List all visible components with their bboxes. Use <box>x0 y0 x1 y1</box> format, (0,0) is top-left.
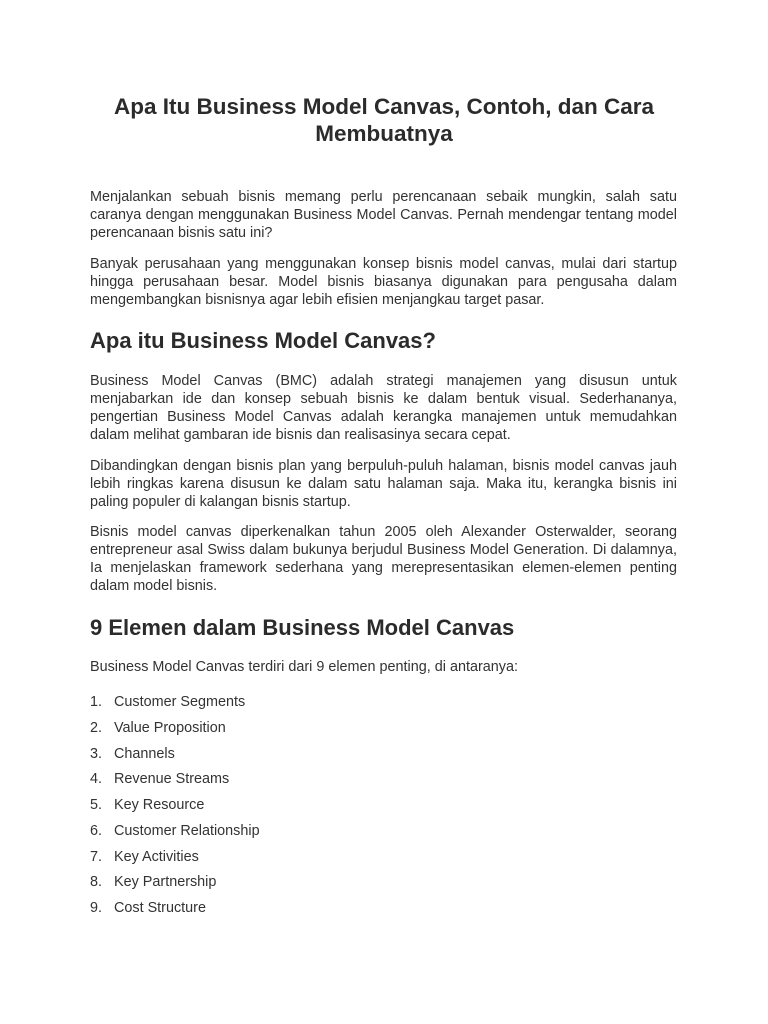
list-item <box>90 718 260 744</box>
list-item-number: 6. <box>90 822 103 839</box>
list-item-number: 2. <box>90 719 103 736</box>
list-item <box>90 769 260 795</box>
list-item-number: 1. <box>90 694 103 710</box>
list-item-label: Customer Segments <box>114 694 246 710</box>
list-item <box>90 847 260 873</box>
list-item-label: Value Proposition <box>114 719 226 736</box>
section1-paragraph-2: Dibandingkan dengan bisnis plan yang berpuluh-puluh halaman, bisnis model canvas jauh lebih ringkas karena disusun ke dalam satu halaman saja. Maka itu, kerangka bisnis ini paling populer di kalangan bisnis startup. <box>90 458 677 510</box>
list-item <box>90 898 260 924</box>
section1-paragraph-1: Business Model Canvas (BMC) adalah strategi manajemen yang disusun untuk menjabarkan ide dan konsep sebuah bisnis ke dalam bentuk visual. Sederhananya, pengertian Business Model Canvas adalah kerangka manajemen untuk memudahkan dalam melihat gambaran ide bisnis dan realisasinya secara cepat. <box>90 373 677 443</box>
list-item-label: Customer Relationship <box>114 822 260 839</box>
list-item-number: 5. <box>90 797 103 813</box>
list-item-number: 7. <box>90 848 103 865</box>
section-heading-nine-elements: 9 Elemen dalam Business Model Canvas <box>90 615 515 640</box>
list-item-label: Key Resource <box>114 797 205 813</box>
section-heading-what-is-bmc: Apa itu Business Model Canvas? <box>90 328 436 353</box>
section1-paragraph-3: Bisnis model canvas diperkenalkan tahun 2005 oleh Alexander Osterwalder, seorang entrepreneur asal Swiss dalam bukunya berjudul Business Model Generation. Di dalamnya, Ia menjelaskan framework sederhana yang merepresentasikan elemen-elemen penting dalam model bisnis. <box>90 524 677 594</box>
list-item-label: Revenue Streams <box>114 771 230 788</box>
intro-paragraph-2: Banyak perusahaan yang menggunakan konsep bisnis model canvas, mulai dari startup hingga perusahaan besar. Model bisnis biasanya digunakan para pengusaha dalam mengembangkan bisnisnya agar lebih efisien menjangkau target pasar. <box>90 256 677 308</box>
elements-list <box>90 692 260 924</box>
list-item-number: 4. <box>90 771 103 788</box>
list-item-label: Key Partnership <box>114 874 217 891</box>
list-item <box>90 872 260 898</box>
list-item-number: 9. <box>90 900 103 916</box>
list-item <box>90 744 260 770</box>
list-item-number: 3. <box>90 745 103 762</box>
list-item <box>90 821 260 847</box>
intro-paragraph-1: Menjalankan sebuah bisnis memang perlu perencanaan sebaik mungkin, salah satu caranya dengan menggunakan Business Model Canvas. Pernah mendengar tentang model perencanaan bisnis satu ini? <box>90 189 677 241</box>
page-title: Apa Itu Business Model Canvas, Contoh, dan Cara Membuatnya <box>113 94 655 146</box>
list-item-label: Cost Structure <box>114 900 206 916</box>
list-item-label: Channels <box>114 745 175 762</box>
list-item <box>90 692 260 718</box>
list-item-label: Key Activities <box>114 848 199 865</box>
list-item-number: 8. <box>90 874 103 891</box>
section2-intro: Business Model Canvas terdiri dari 9 elemen penting, di antaranya: <box>90 659 518 675</box>
list-item <box>90 795 260 821</box>
